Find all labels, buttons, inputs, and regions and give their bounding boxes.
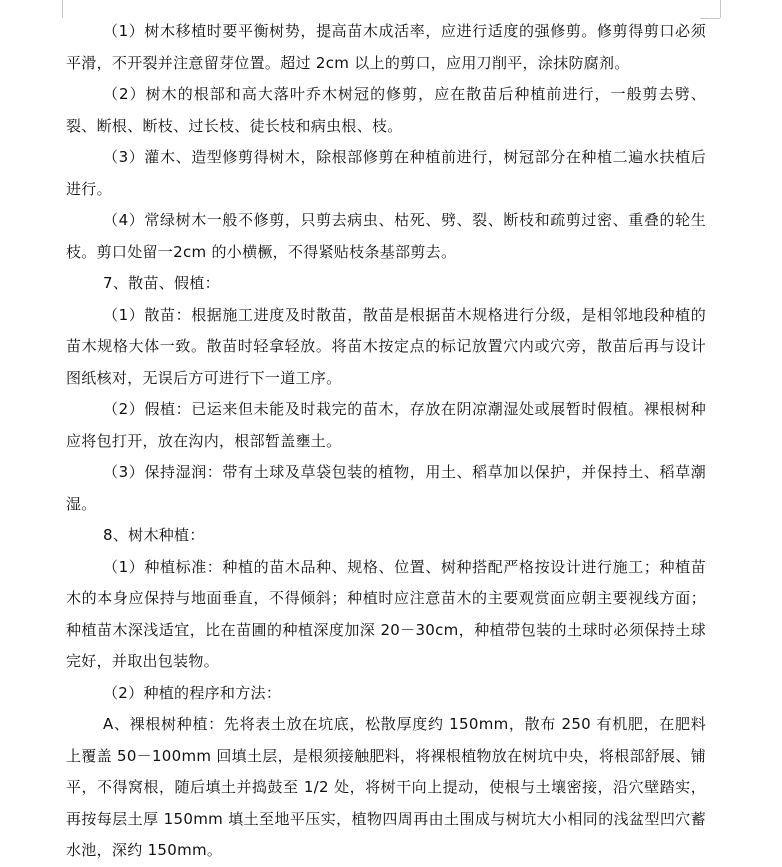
paragraph-scatter-1: （1）散苗：根据施工进度及时散苗，散苗是根据苗木规格进行分级，是相邻地段种植的苗木规格大体一致。散苗时轻拿轻放。将苗木按定点的标记放置穴内或穴旁，散苗后再与设计图纸核对，无误后方可进行下一道工序。 [66, 305, 706, 387]
section-heading-8: 8、树木种植： [103, 526, 205, 544]
paragraph-scatter-2: （2）假植：已运来但未能及时栽完的苗木，存放在阴凉潮湿处或展暂时假植。裸根树种应将包打开，放在沟内，根部暂盖壅土。 [66, 400, 706, 450]
paragraph-planting-a: A、裸根树种植：先将表土放在坑底，松散厚度约 150mm，散布 250 有机肥，在肥料上覆盖 50－100mm 回填土层，是根须接触肥料，将裸根植物放在树坑中央，将根部舒展、铺平，不得窝根，随后填土并捣鼓至 1/2 处，将树干向上提动，使根与土壤密接，沿穴壁踏实，再按每层土厚 150mm 填土至地平压实，植物四周再由土围成与树坑大小相同的浅盆型凹穴蓄水池，深约 150mm。 [66, 715, 706, 859]
paragraph-pruning-4: （4）常绿树木一般不修剪，只剪去病虫、枯死、劈、裂、断枝和疏剪过密、重叠的轮生枝。剪口处留一2cm 的小横橛，不得紧贴枝条基部剪去。 [66, 211, 706, 261]
corner-mark-left [62, 0, 63, 18]
document-body [66, 16, 706, 867]
paragraph-planting-1: （1）种植标准：种植的苗木品种、规格、位置、树种搭配严格按设计进行施工；种植苗木的本身应保持与地面垂直，不得倾斜；种植时应注意苗木的主要观赏面应朝主要视线方面；种植苗木深浅适宜，比在苗圃的种植深度加深 20－30cm，种植带包装的土球时必须保持土球完好，并取出包装物。 [66, 557, 706, 670]
paragraph-pruning-1: （1）树木移植时要平衡树势，提高苗木成活率，应进行适度的强修剪。修剪得剪口必须平滑，不开裂并注意留芽位置。超过 2cm 以上的剪口，应用刀削平，涂抹防腐剂。 [66, 22, 706, 72]
corner-mark-right [720, 0, 721, 18]
paragraph-pruning-3: （3）灌木、造型修剪得树木，除根部修剪在种植前进行，树冠部分在种植二遍水扶植后进行。 [66, 148, 706, 198]
paragraph-planting-2: （2）种植的程序和方法： [103, 683, 282, 702]
section-heading-7: 7、散苗、假植： [103, 274, 220, 292]
paragraph-scatter-3: （3）保持湿润：带有土球及草袋包装的植物，用土、稻草加以保护，并保持土、稻草潮湿。 [66, 463, 706, 513]
paragraph-pruning-2: （2）树木的根部和高大落叶乔木树冠的修剪，应在散苗后种植前进行，一般剪去劈、裂、断根、断枝、过长枝、徒长枝和病虫根、枝。 [66, 85, 706, 135]
